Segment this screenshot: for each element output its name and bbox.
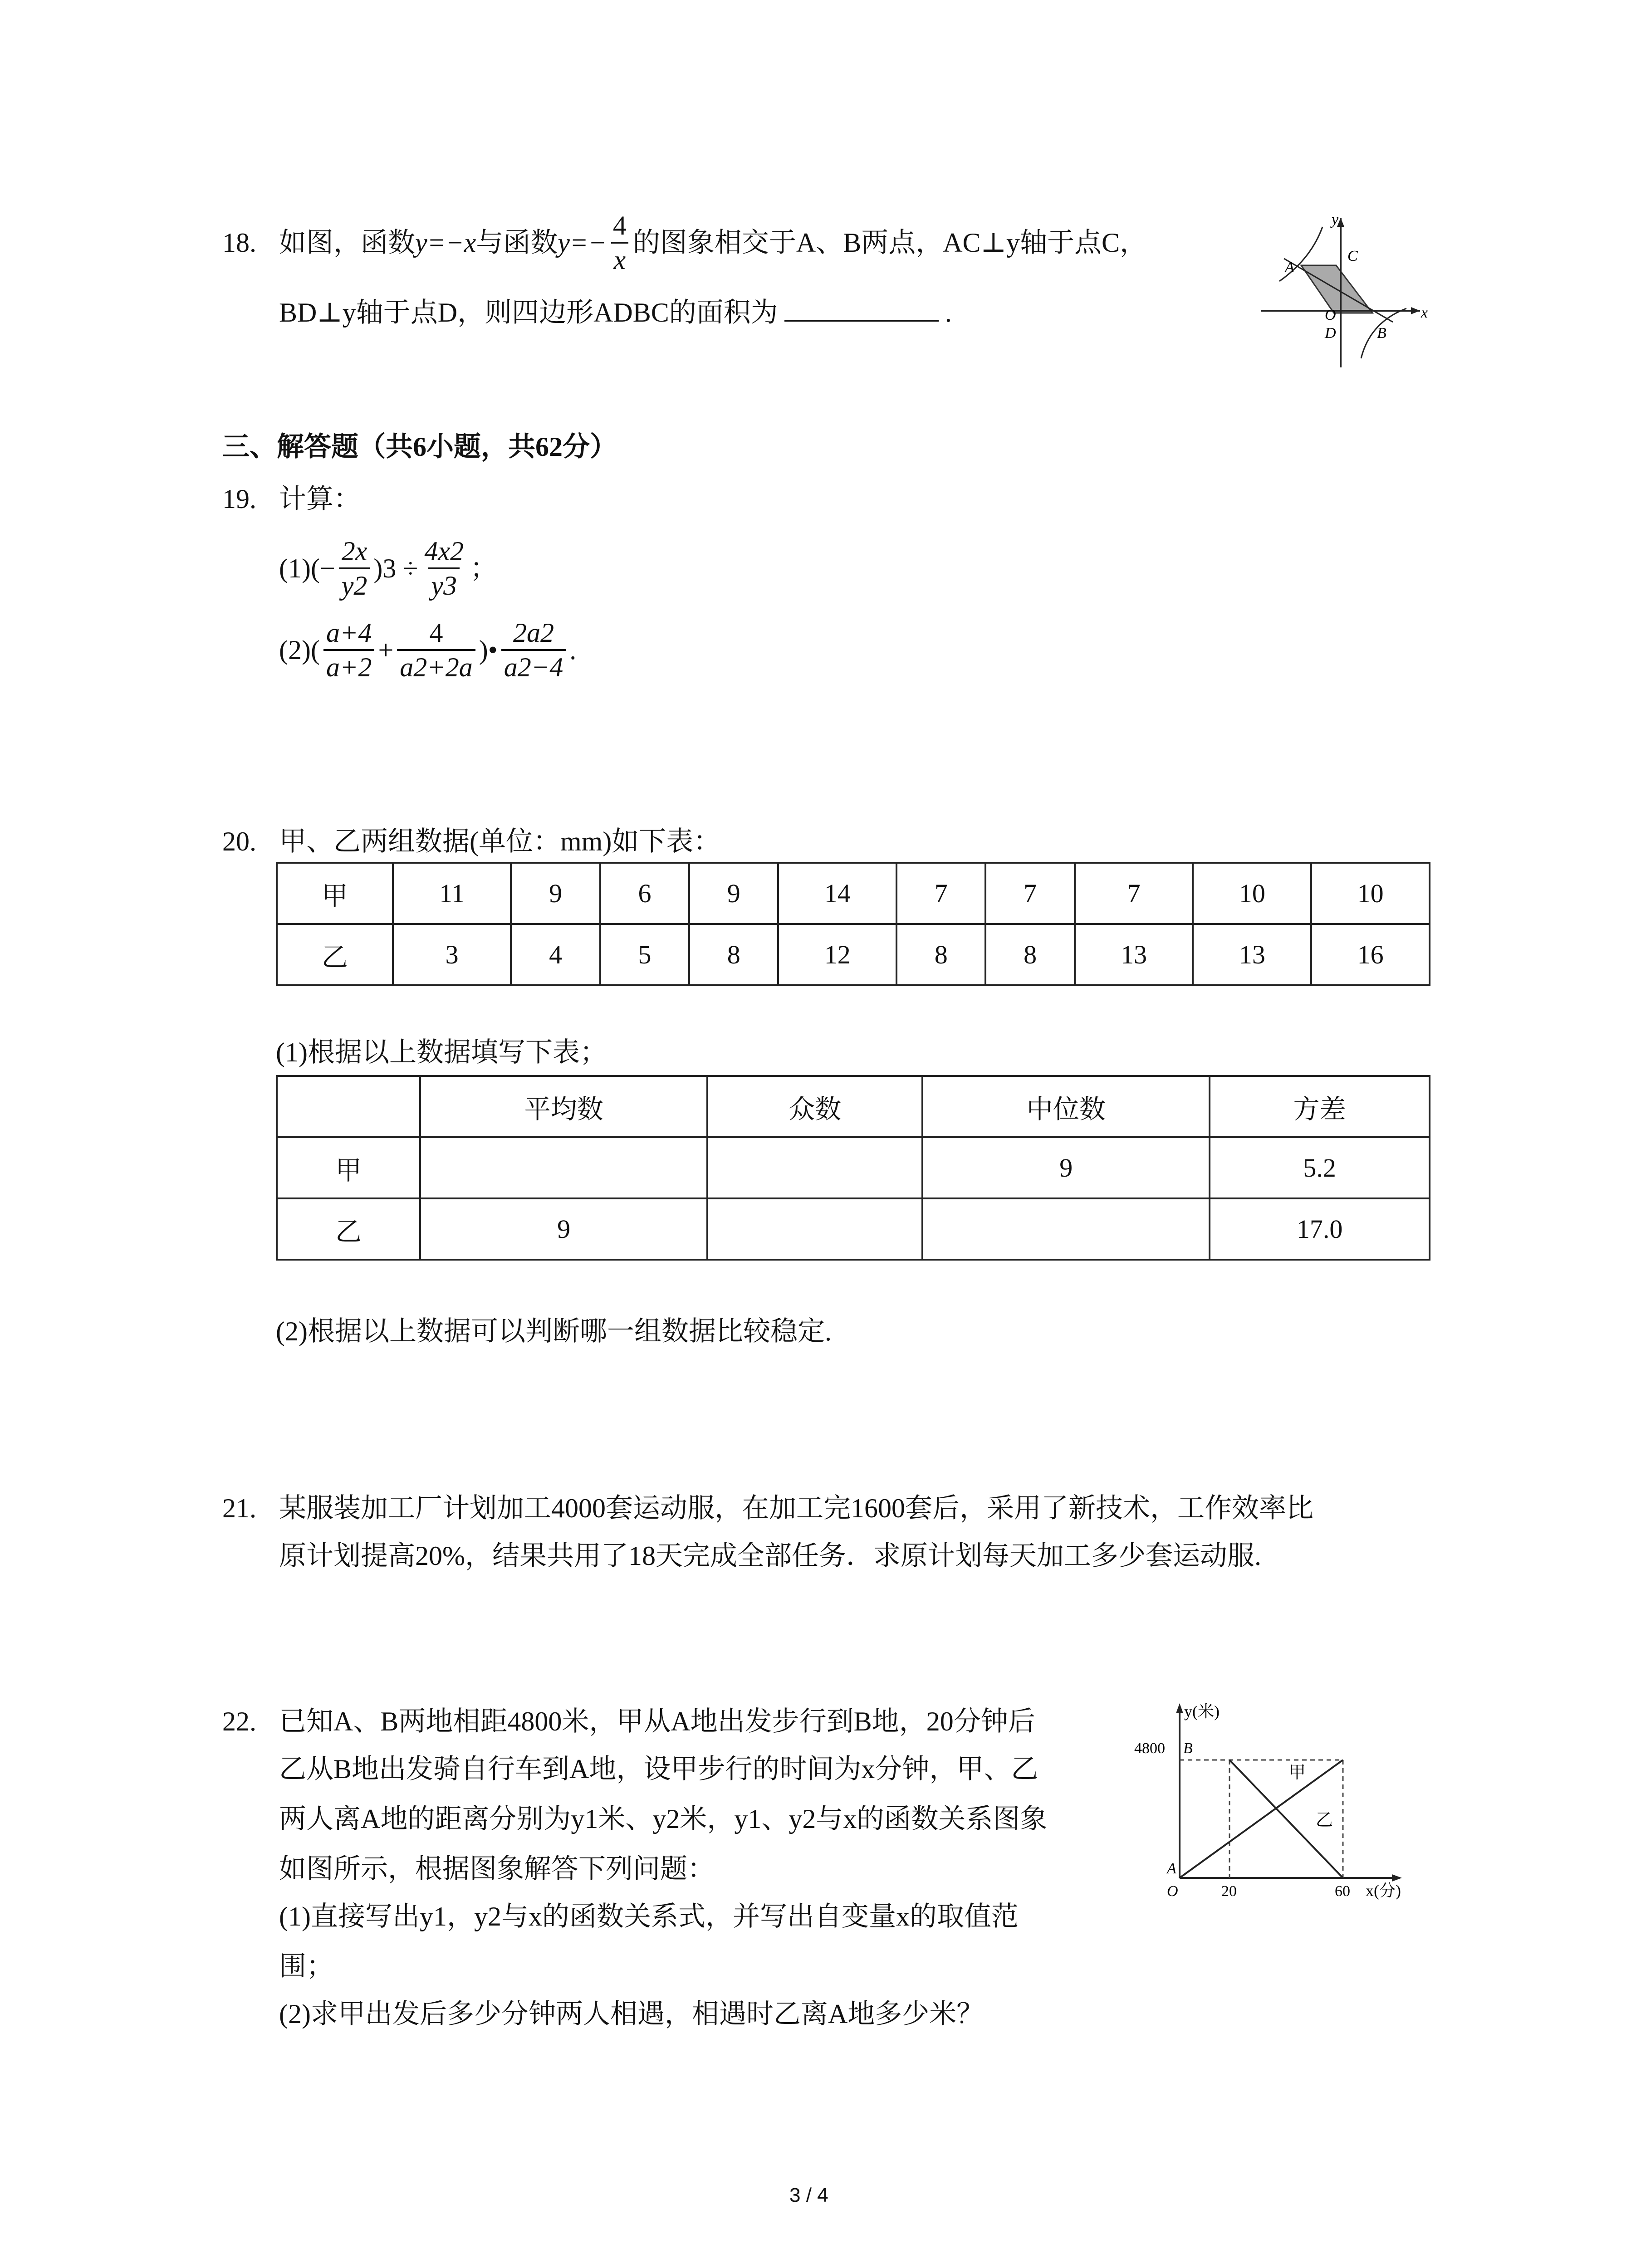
q22-line3: 两人离A地的距离分别为y1米、y2米，y1、y2与x的函数关系图象 bbox=[279, 1804, 1048, 1834]
fig18-label-d: D bbox=[1325, 325, 1336, 342]
q22-line4: 如图所示，根据图象解答下列问题： bbox=[279, 1854, 715, 1884]
fig22-y-tick: 4800 bbox=[1134, 1740, 1165, 1757]
fig18-label-o: O bbox=[1325, 307, 1336, 323]
table-cell: 3 bbox=[393, 924, 511, 985]
q22-line6: 围； bbox=[279, 1951, 333, 1981]
fig22-origin: O bbox=[1167, 1883, 1178, 1900]
table-cell bbox=[707, 1137, 922, 1198]
q18-text-a: 如图，函数 bbox=[279, 228, 415, 258]
q19-p2-f3-num: 2a2 bbox=[513, 617, 554, 648]
table-row bbox=[277, 1137, 1430, 1198]
table-cell: 13 bbox=[1193, 924, 1311, 985]
fig22-y-label: y(米) bbox=[1184, 1702, 1220, 1721]
q21-number: 21. bbox=[222, 1493, 256, 1523]
q21-line2: 原计划提高20%，结果共用了18天完成全部任务．求原计划每天加工多少套运动服. bbox=[279, 1541, 1261, 1571]
table-row bbox=[277, 924, 1430, 985]
q19-p1-fraction2 bbox=[421, 538, 466, 599]
q19-number: 19. bbox=[222, 484, 256, 514]
table-cell bbox=[420, 1137, 707, 1198]
q22-line7: (2)求甲出发后多少分钟两人相遇，相遇时乙离A地多少米？ bbox=[279, 1999, 984, 2029]
table-cell: 5 bbox=[600, 924, 689, 985]
q18-func2-prefix: y=− bbox=[558, 228, 607, 258]
q18-line2 bbox=[279, 297, 952, 326]
table-cell: 乙 bbox=[277, 924, 393, 985]
table-cell: 11 bbox=[393, 863, 511, 924]
table-row bbox=[277, 863, 1430, 924]
table-cell: 10 bbox=[1193, 863, 1311, 924]
table-cell: 17.0 bbox=[1210, 1198, 1430, 1260]
q18-answer-blank bbox=[784, 297, 939, 322]
fig22-label-a: A bbox=[1167, 1860, 1176, 1877]
table-cell: 8 bbox=[985, 924, 1074, 985]
q18-fraction-den: x bbox=[611, 242, 629, 274]
table-cell: 9 bbox=[420, 1198, 707, 1260]
table-cell: 10 bbox=[1311, 863, 1430, 924]
fig22-label-yi: 乙 bbox=[1316, 1810, 1333, 1830]
table-cell: 乙 bbox=[277, 1198, 420, 1260]
q21-line1: 某服装加工厂计划加工4000套运动服，在加工完1600套后，采用了新技术，工作效率比 bbox=[279, 1493, 1313, 1523]
q19-p1-f1-den: y2 bbox=[339, 567, 370, 599]
q19-p2-fraction1 bbox=[323, 619, 375, 681]
q19-p2-f1-den: a+2 bbox=[323, 649, 375, 681]
table-cell: 8 bbox=[689, 924, 778, 985]
q18-number: 18. bbox=[222, 228, 256, 258]
fig22-label-jia: 甲 bbox=[1288, 1762, 1306, 1782]
table-cell: 9 bbox=[922, 1137, 1210, 1198]
q22-line2: 乙从B地出发骑自行车到A地，设甲步行的时间为x分钟，甲、乙 bbox=[279, 1754, 1038, 1784]
fig18-label-c: C bbox=[1347, 248, 1358, 264]
q19-p1-end: ； bbox=[470, 553, 497, 583]
table-cell: 甲 bbox=[277, 1137, 420, 1198]
q19-p2-plus: + bbox=[378, 635, 394, 665]
q19-p2-label: (2)( bbox=[279, 635, 320, 665]
q18-text-b: 与函数 bbox=[476, 228, 558, 258]
q18-text-c: 的图象相交于A、B两点，AC⊥y轴于点C， bbox=[632, 228, 1147, 258]
q20-part2: (2)根据以上数据可以判断哪一组数据比较稳定. bbox=[276, 1316, 832, 1346]
table-row bbox=[277, 1198, 1430, 1260]
q19-p2-f2-den: a2+2a bbox=[397, 649, 475, 681]
q19-p1-f2-num: 4x2 bbox=[424, 536, 464, 566]
table-cell: 甲 bbox=[277, 863, 393, 924]
q19-p2-end: . bbox=[569, 635, 577, 665]
table-cell bbox=[922, 1198, 1210, 1260]
q19-part2 bbox=[279, 610, 576, 689]
q19-p1-mid: )3 ÷ bbox=[373, 553, 418, 583]
fig18-label-x: x bbox=[1421, 304, 1428, 321]
table-header-cell bbox=[277, 1076, 420, 1137]
q18-fraction-num: 4 bbox=[612, 210, 627, 240]
q19-intro: 计算： bbox=[279, 484, 361, 514]
q18-text-end: . bbox=[945, 298, 952, 327]
q19-p2-mid: )• bbox=[479, 635, 498, 665]
q20-number: 20. bbox=[222, 826, 256, 856]
q18-func1: y=−x bbox=[415, 228, 476, 258]
q20-part1: (1)根据以上数据填写下表； bbox=[276, 1037, 607, 1067]
table-cell: 4 bbox=[511, 924, 600, 985]
table-header-cell: 平均数 bbox=[420, 1076, 707, 1137]
q19-p1-f2-den: y3 bbox=[428, 567, 460, 599]
table-cell: 7 bbox=[896, 863, 985, 924]
table-cell: 8 bbox=[896, 924, 985, 985]
q18-fraction bbox=[610, 212, 629, 274]
table-cell: 9 bbox=[511, 863, 600, 924]
q22-graph bbox=[1125, 1696, 1434, 1905]
q19-p2-fraction3 bbox=[501, 619, 566, 681]
q22-line1: 已知A、B两地相距4800米，甲从A地出发步行到B地，20分钟后 bbox=[279, 1706, 1035, 1736]
q18-figure bbox=[1257, 209, 1438, 372]
q20-intro: 甲、乙两组数据(单位：mm)如下表： bbox=[279, 826, 721, 856]
q19-p1-fraction1 bbox=[339, 538, 370, 599]
q19-p1-label: (1)(− bbox=[279, 553, 335, 583]
table-header-row bbox=[277, 1076, 1430, 1137]
q19-p2-f1-num: a+4 bbox=[326, 617, 372, 648]
q20-stats-table bbox=[276, 1075, 1430, 1261]
table-cell: 9 bbox=[689, 863, 778, 924]
q20-data-table bbox=[276, 862, 1430, 986]
q19-p2-fraction2 bbox=[397, 619, 475, 681]
q19-p2-f3-den: a2−4 bbox=[501, 649, 566, 681]
fig22-label-b: B bbox=[1183, 1740, 1193, 1757]
q19-part1 bbox=[279, 528, 497, 608]
q22-line5: (1)直接写出y1，y2与x的函数关系式，并写出自变量x的取值范 bbox=[279, 1901, 1019, 1931]
q19-p1-f1-num: 2x bbox=[341, 536, 367, 566]
table-header-cell: 中位数 bbox=[922, 1076, 1210, 1137]
fig22-x-tick-20: 20 bbox=[1221, 1883, 1237, 1900]
page-number: 3 / 4 bbox=[789, 2184, 828, 2206]
table-cell: 13 bbox=[1075, 924, 1193, 985]
q19-p2-f2-num: 4 bbox=[429, 617, 443, 648]
fig18-label-y: y bbox=[1332, 211, 1339, 228]
section-3-title: 三、解答题（共6小题，共62分） bbox=[222, 432, 617, 462]
q22-number: 22. bbox=[222, 1706, 256, 1736]
table-header-cell: 方差 bbox=[1210, 1076, 1430, 1137]
table-cell: 12 bbox=[778, 924, 896, 985]
q18-text-d: BD⊥y轴于点D，则四边形ADBC的面积为 bbox=[279, 298, 778, 327]
table-cell: 16 bbox=[1311, 924, 1430, 985]
table-cell: 7 bbox=[1075, 863, 1193, 924]
fig22-x-tick-60: 60 bbox=[1335, 1883, 1350, 1900]
table-header-cell: 众数 bbox=[707, 1076, 922, 1137]
fig18-label-b: B bbox=[1377, 325, 1386, 342]
table-cell: 6 bbox=[600, 863, 689, 924]
table-cell bbox=[707, 1198, 922, 1260]
q18-line1 bbox=[279, 210, 1147, 275]
fig22-x-label: x(分) bbox=[1366, 1882, 1401, 1900]
table-cell: 7 bbox=[985, 863, 1074, 924]
table-cell: 5.2 bbox=[1210, 1137, 1430, 1198]
fig18-label-a: A bbox=[1285, 259, 1294, 276]
table-cell: 14 bbox=[778, 863, 896, 924]
